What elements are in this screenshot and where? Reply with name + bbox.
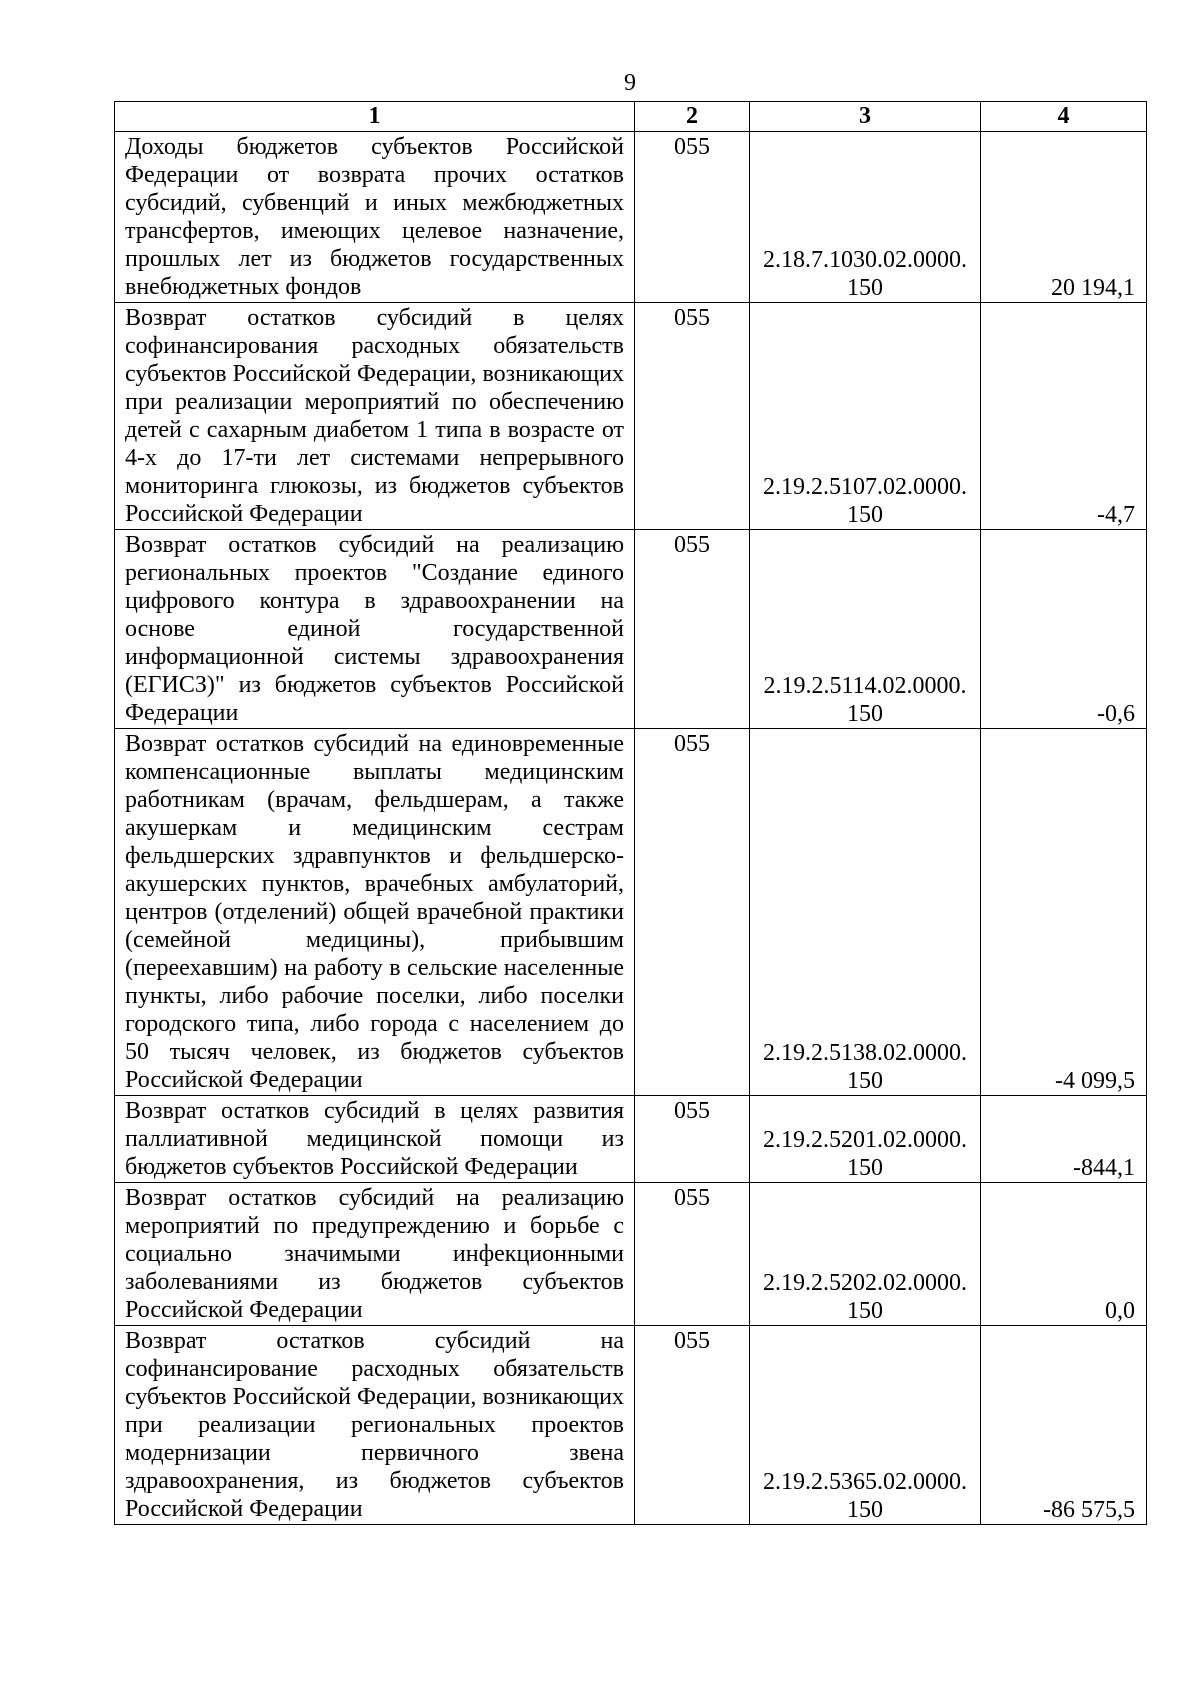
row-budget-code	[750, 1183, 981, 1326]
budget-code-line-2: 150	[847, 502, 883, 528]
budget-code-line-2: 150	[847, 275, 883, 301]
row-admin-code: 055	[635, 303, 750, 530]
row-budget-code	[750, 303, 981, 530]
table-row	[115, 303, 1147, 530]
row-description: Возврат остатков субсидий в целях софинансирования расходных обязательств субъектов Российской Федерации, возникающих при реализации мероприятий по обеспечению детей с сахарным диабетом 1 типа в возрасте от 4-х до 17-ти лет системами непрерывного мониторинга глюкозы, из бюджетов субъектов Российской Федерации	[115, 303, 635, 530]
row-admin-code: 055	[635, 1096, 750, 1183]
budget-code-line-2: 150	[847, 1155, 883, 1181]
row-amount: -844,1	[981, 1096, 1147, 1183]
budget-code-line-1: 2.19.2.5107.02.0000.	[763, 474, 967, 500]
budget-code-line-2: 150	[847, 701, 883, 727]
row-description: Доходы бюджетов субъектов Российской Федерации от возврата прочих остатков субсидий, субвенций и иных межбюджетных трансфертов, имеющих целевое назначение, прошлых лет из бюджетов государственных внебюджетных фондов	[115, 132, 635, 303]
row-budget-code	[750, 1096, 981, 1183]
row-description: Возврат остатков субсидий на единовременные компенсационные выплаты медицинским работникам (врачам, фельдшерам, а также акушеркам и медицинским сестрам фельдшерских здравпунктов и фельдшерско-акушерских пунктов, врачебных амбулаторий, центров (отделений) общей врачебной практики (семейной медицины), прибывшим (переехавшим) на работу в сельские населенные пункты, либо рабочие поселки, либо поселки городского типа, либо города с населением до 50 тысяч человек, из бюджетов субъектов Российской Федерации	[115, 729, 635, 1096]
row-description: Возврат остатков субсидий на реализацию мероприятий по предупреждению и борьбе с социально значимыми инфекционными заболеваниями из бюджетов субъектов Российской Федерации	[115, 1183, 635, 1326]
budget-code-line-1: 2.19.2.5138.02.0000.	[763, 1040, 967, 1066]
budget-code-line-1: 2.19.2.5201.02.0000.	[763, 1127, 967, 1153]
table-row	[115, 1096, 1147, 1183]
table-row	[115, 530, 1147, 729]
row-budget-code	[750, 132, 981, 303]
row-description: Возврат остатков субсидий на реализацию региональных проектов "Создание единого цифрового контура в здравоохранении на основе единой государственной информационной системы здравоохранения (ЕГИСЗ)" из бюджетов субъектов Российской Федерации	[115, 530, 635, 729]
budget-code-line-1: 2.18.7.1030.02.0000.	[763, 247, 967, 273]
row-admin-code: 055	[635, 1326, 750, 1525]
row-amount: -0,6	[981, 530, 1147, 729]
budget-table	[114, 101, 1147, 1525]
budget-code-line-1: 2.19.2.5365.02.0000.	[763, 1469, 967, 1495]
budget-code-line-2: 150	[847, 1068, 883, 1094]
row-amount: -4 099,5	[981, 729, 1147, 1096]
page-number: 9	[624, 70, 636, 96]
row-amount: -4,7	[981, 303, 1147, 530]
row-amount: -86 575,5	[981, 1326, 1147, 1525]
table-row	[115, 1183, 1147, 1326]
table-row	[115, 132, 1147, 303]
row-budget-code	[750, 530, 981, 729]
column-header-1: 1	[115, 102, 635, 132]
table-header-row	[115, 102, 1147, 132]
row-description: Возврат остатков субсидий в целях развития паллиативной медицинской помощи из бюджетов субъектов Российской Федерации	[115, 1096, 635, 1183]
table-row	[115, 1326, 1147, 1525]
row-admin-code: 055	[635, 729, 750, 1096]
row-admin-code: 055	[635, 132, 750, 303]
column-header-3: 3	[750, 102, 981, 132]
budget-code-line-2: 150	[847, 1298, 883, 1324]
table-row	[115, 729, 1147, 1096]
budget-code-line-1: 2.19.2.5202.02.0000.	[763, 1270, 967, 1296]
column-header-4: 4	[981, 102, 1147, 132]
budget-code-line-1: 2.19.2.5114.02.0000.	[763, 673, 967, 699]
row-admin-code: 055	[635, 530, 750, 729]
row-admin-code: 055	[635, 1183, 750, 1326]
row-amount: 20 194,1	[981, 132, 1147, 303]
row-amount: 0,0	[981, 1183, 1147, 1326]
row-description: Возврат остатков субсидий на софинансирование расходных обязательств субъектов Российской Федерации, возникающих при реализации региональных проектов модернизации первичного звена здравоохранения, из бюджетов субъектов Российской Федерации	[115, 1326, 635, 1525]
row-budget-code	[750, 729, 981, 1096]
column-header-2: 2	[635, 102, 750, 132]
row-budget-code	[750, 1326, 981, 1525]
budget-code-line-2: 150	[847, 1497, 883, 1523]
